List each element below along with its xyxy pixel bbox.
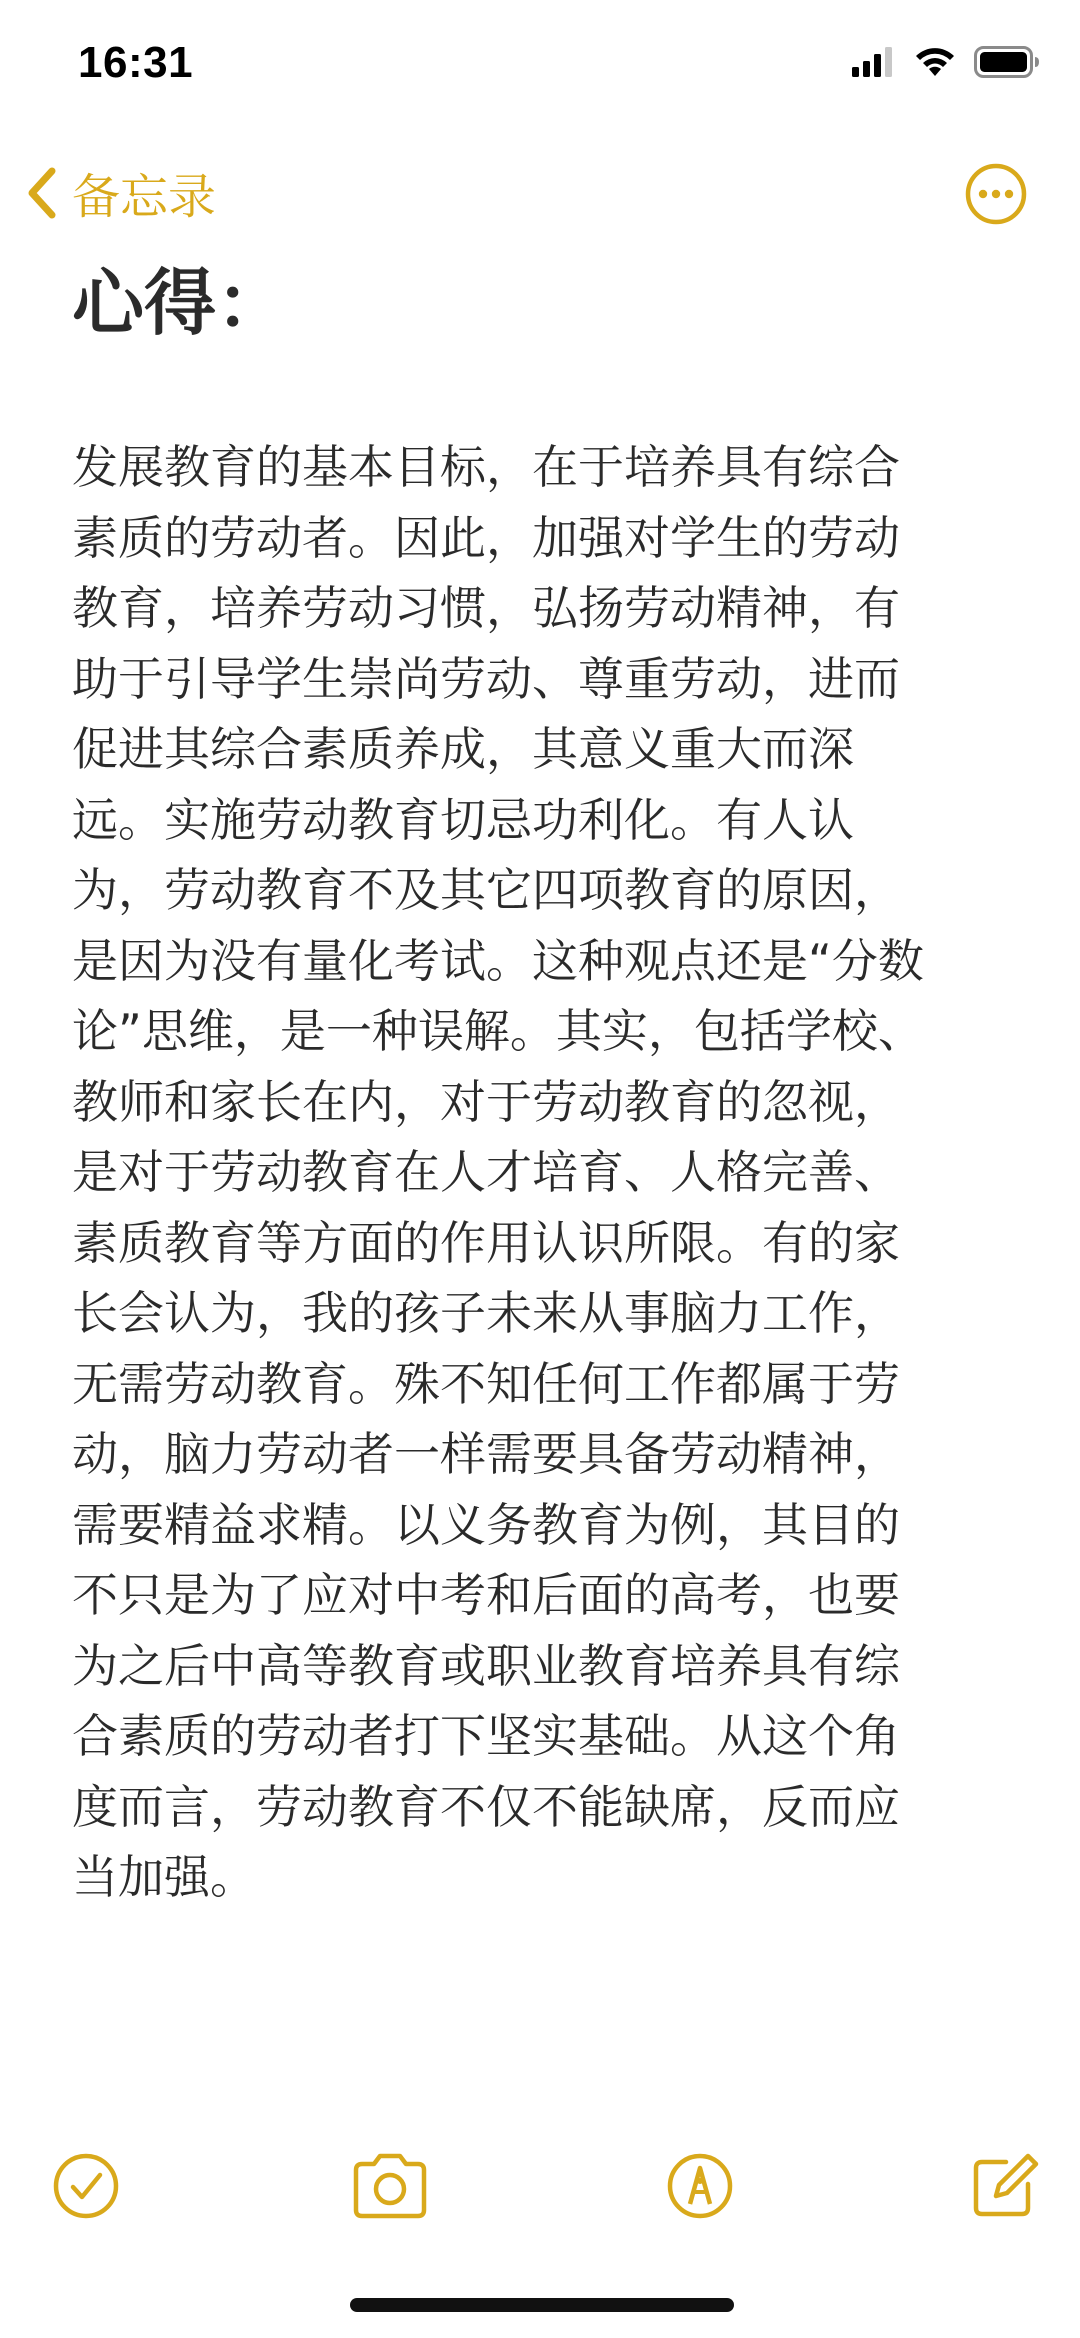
ellipsis-circle-icon bbox=[964, 162, 1028, 226]
note-line: 发展教育的基本目标，在于培养具有综合 bbox=[72, 440, 900, 494]
camera-icon bbox=[348, 2148, 432, 2224]
markup-button[interactable] bbox=[662, 2148, 738, 2224]
note-body[interactable] bbox=[72, 432, 1012, 1913]
note-line: 是对于劳动教育在人才培育、人格完善、 bbox=[72, 1145, 900, 1199]
note-line: 为，劳动教育不及其它四项教育的原因， bbox=[72, 863, 900, 917]
more-button[interactable] bbox=[964, 162, 1028, 226]
status-icons bbox=[852, 46, 1040, 78]
compose-icon bbox=[966, 2148, 1042, 2224]
back-button[interactable] bbox=[24, 158, 216, 227]
cellular-signal-icon bbox=[852, 47, 896, 77]
note-line: 为之后中高等教育或职业教育培养具有综 bbox=[72, 1638, 900, 1693]
note-line: 不只是为了应对中考和后面的高考，也要 bbox=[72, 1568, 900, 1622]
back-label: 备忘录 bbox=[72, 169, 217, 225]
nav-bar bbox=[0, 150, 1080, 240]
camera-button[interactable] bbox=[348, 2148, 432, 2224]
note-line: 素质的劳动者。因此，加强对学生的劳动 bbox=[72, 510, 900, 565]
checklist-icon bbox=[48, 2148, 124, 2224]
bottom-toolbar bbox=[0, 2140, 1080, 2230]
battery-icon bbox=[974, 46, 1040, 78]
compose-button[interactable] bbox=[966, 2148, 1042, 2224]
note-line: 教育，培养劳动习惯，弘扬劳动精神，有 bbox=[72, 581, 900, 635]
note-line: 教师和家长在内，对于劳动教育的忽视， bbox=[72, 1074, 900, 1129]
note-line: 无需劳动教育。殊不知任何工作都属于劳 bbox=[72, 1356, 900, 1411]
note-line: 论”思维，是一种误解。其实，包括学校、 bbox=[72, 1004, 924, 1058]
wifi-icon bbox=[914, 46, 956, 78]
note-line: 需要精益求精。以义务教育为例，其目的 bbox=[72, 1497, 900, 1552]
note-line: 合素质的劳动者打下坚实基础。从这个角 bbox=[72, 1709, 900, 1763]
note-line: 助于引导学生崇尚劳动、尊重劳动，进而 bbox=[72, 651, 900, 706]
note-line: 远。实施劳动教育切忌功利化。有人认 bbox=[72, 792, 854, 847]
note-line: 度而言，劳动教育不仅不能缺席，反而应 bbox=[72, 1779, 900, 1834]
home-indicator[interactable] bbox=[350, 2298, 734, 2312]
note-line: 素质教育等方面的作用认识所限。有的家 bbox=[72, 1215, 900, 1270]
note-line: 长会认为，我的孩子未来从事脑力工作， bbox=[72, 1286, 900, 1340]
note-line: 动，脑力劳动者一样需要具备劳动精神， bbox=[72, 1427, 900, 1481]
status-bar bbox=[0, 0, 1080, 130]
status-time: 16:31 bbox=[78, 38, 194, 87]
note-title[interactable]: 心得： bbox=[72, 261, 289, 345]
note-line: 是因为没有量化考试。这种观点还是“分数 bbox=[72, 933, 924, 988]
note-line: 当加强。 bbox=[72, 1850, 256, 1904]
markup-pen-icon bbox=[662, 2148, 738, 2224]
note-line: 促进其综合素质养成，其意义重大而深 bbox=[72, 722, 854, 776]
chevron-left-icon bbox=[24, 165, 58, 221]
checklist-button[interactable] bbox=[48, 2148, 124, 2224]
